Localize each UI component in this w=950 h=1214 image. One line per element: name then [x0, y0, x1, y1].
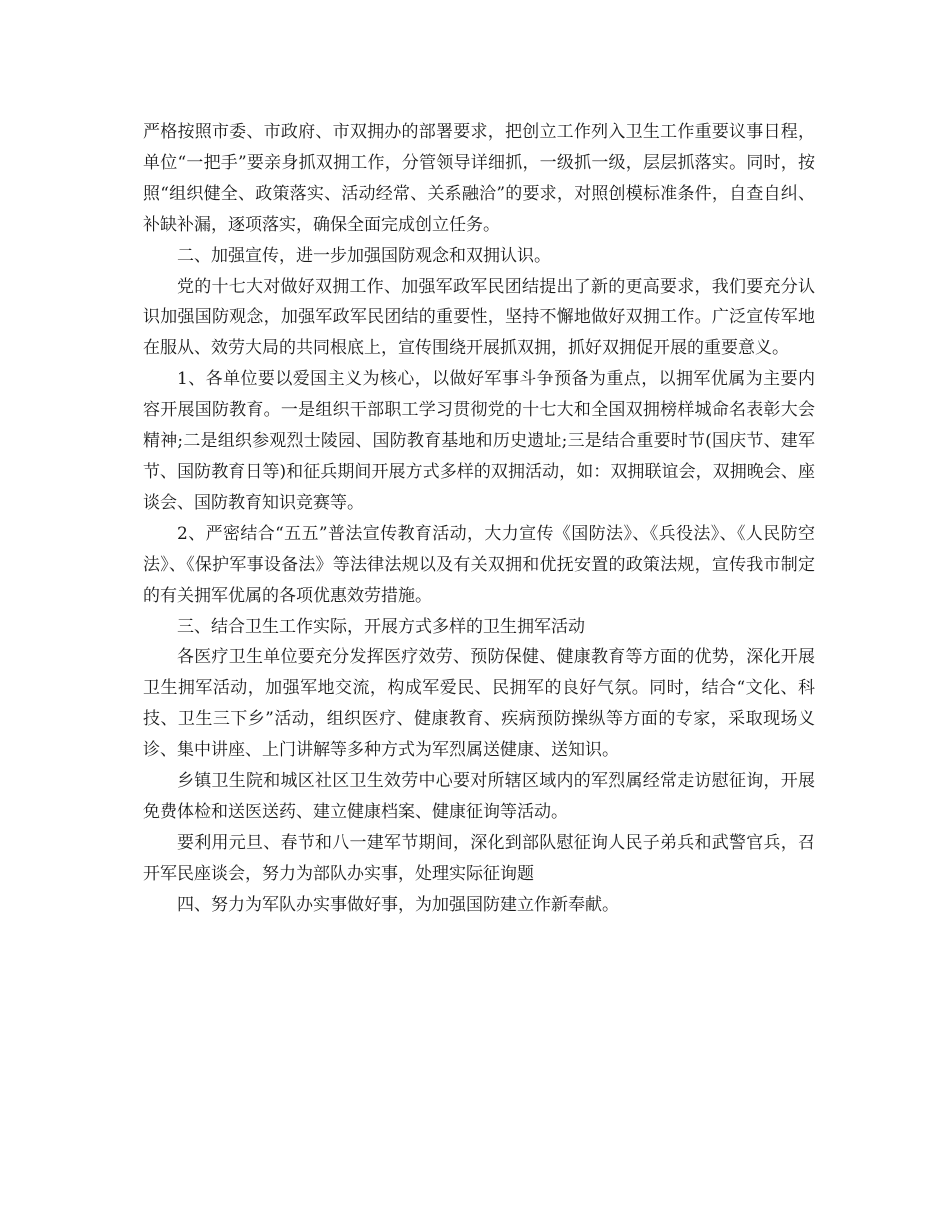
- paragraph-7: 各医疗卫生单位要充分发挥医疗效劳、预防保健、健康教育等方面的优势，深化开展卫生拥军活动，加强军地交流，构成军爱民、民拥军的良好气氛。同时，结合“文化、科技、卫生三下乡”活动，组织医疗、健康教育、疾病预防操纵等方面的专家，采取现场义诊、集中讲座、上门讲解等多种方式为军烈属送健康、送知识。: [143, 647, 815, 761]
- document-body: [143, 117, 815, 921]
- section-heading-4: 四、努力为军队办实事做好事，为加强国防建立作新奉献。: [177, 894, 619, 915]
- paragraph-5: 2、严密结合“五五”普法宣传教育活动，大力宣传《国防法》、《兵役法》、《人民防空法》、《保护军事设备法》等法律法规以及有关双拥和优抚安置的政策法规，宣传我市制定的有关拥军优属的各项优惠效劳措施。: [143, 523, 815, 606]
- paragraph-4: 1、各单位要以爱国主义为核心，以做好军事斗争预备为重点，以拥军优属为主要内容开展国防教育。一是组织干部职工学习贯彻党的十七大和全国双拥榜样城命名表彰大会精神;二是组织参观烈士陵园、国防教育基地和历史遗址;三是结合重要时节(国庆节、建军节、国防教育日等)和征兵期间开展方式多样的双拥活动，如：双拥联谊会，双拥晚会、座谈会、国防教育知识竞赛等。: [143, 369, 815, 513]
- paragraph-1: 严格按照市委、市政府、市双拥办的部署要求，把创立工作列入卫生工作重要议事日程，单位“一把手”要亲身抓双拥工作，分管领导详细抓，一级抓一级，层层抓落实。同时，按照“组织健全、政策落实、活动经常、关系融洽”的要求，对照创模标准条件，自查自纠、补缺补漏，逐项落实，确保全面完成创立任务。: [143, 122, 815, 235]
- section-heading-2: 二、加强宣传，进一步加强国防观念和双拥认识。: [177, 245, 551, 266]
- paragraph-9: 要利用元旦、春节和八一建军节期间，深化到部队慰征询人民子弟兵和武警官兵，召开军民座谈会，努力为部队办实事，处理实际征询题: [143, 832, 815, 884]
- paragraph-8: 乡镇卫生院和城区社区卫生效劳中心要对所辖区域内的军烈属经常走访慰征询，开展免费体检和送医送药、建立健康档案、健康征询等活动。: [143, 771, 815, 822]
- section-heading-3: 三、结合卫生工作实际，开展方式多样的卫生拥军活动: [177, 616, 585, 637]
- paragraph-3: 党的十七大对做好双拥工作、加强军政军民团结提出了新的更高要求，我们要充分认识加强国防观念，加强军政军民团结的重要性，坚持不懈地做好双拥工作。广泛宣传军地在服从、效劳大局的共同根底上，宣传围绕开展抓双拥，抓好双拥促开展的重要意义。: [143, 276, 815, 359]
